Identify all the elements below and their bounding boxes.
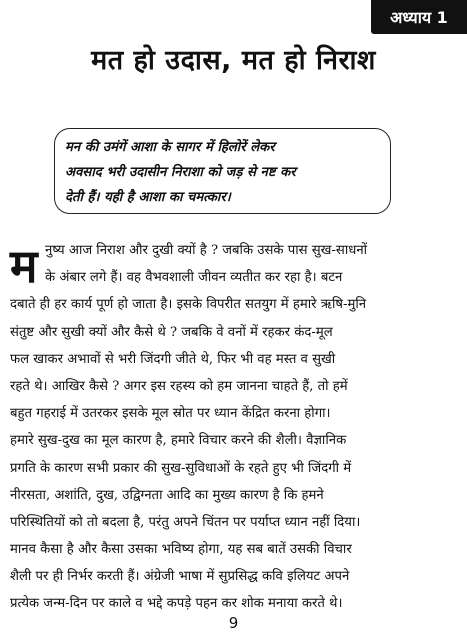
paragraph-line: मानव कैसा है और कैसा उसका भविष्य होगा, यह सब बातें उसकी विचार — [10, 542, 352, 558]
paragraph-line: दबाते ही हर कार्य पूर्ण हो जाता है। इसके विपरीत सतयुग में हमारे ऋषि-मुनि — [10, 297, 367, 313]
paragraph-line: हमारे सुख-दुख का मूल कारण है, हमारे विचार करने की शैली। वैज्ञानिक — [10, 433, 347, 449]
paragraph-line: नुष्य आज निराश और दुखी क्यों है ? जबकि उसके पास सुख-साधनों — [45, 243, 368, 258]
paragraph-line: संतुष्ट और सुखी क्यों और कैसे थे ? जबकि वे वनों में रहकर कंद-मूल — [10, 324, 333, 340]
paragraph-line: नीरसता, अशांति, दुख, उद्विग्नता आदि का मुख्य कारण है कि हमने — [10, 487, 324, 503]
chapter-label: अध्याय 1 — [371, 0, 467, 34]
quote-line: देती हैं। यही है आशा का चमत्कार। — [65, 190, 231, 205]
quote-line: मन की उमंगें आशा के सागर में हिलोरें लेकर — [65, 140, 275, 155]
quote-line: अवसाद भरी उदासीन निराशा को जड़ से नष्ट कर — [65, 165, 296, 180]
body-paragraph — [10, 237, 458, 618]
paragraph-line: बहुत गहराई में उतरकर इसके मूल स्रोत पर ध्यान केंद्रित करना होगा। — [10, 406, 331, 422]
quote-box — [54, 128, 391, 214]
page-number: 9 — [228, 614, 239, 632]
paragraph-line: फल खाकर अभावों से भरी जिंदगी जीते थे, फिर भी वह मस्त व सुखी — [10, 351, 336, 367]
paragraph-line: रहते थे। आखिर कैसे ? अगर इस रहस्य को हम जानना चाहते हैं, तो हमें — [10, 378, 348, 394]
drop-cap: म — [10, 239, 38, 293]
chapter-title: मत हो उदास, मत हो निराश — [91, 45, 376, 76]
paragraph-line: के अंबार लगे हैं। वह वैभवशाली जीवन व्यतीत कर रहा है। बटन — [45, 270, 343, 286]
paragraph-line: प्रत्येक जन्म-दिन पर काले व भद्दे कपड़े पहन कर शोक मनाया करते थे। — [10, 596, 343, 612]
paragraph-line: प्रगति के कारण सभी प्रकार की सुख-सुविधाओं के रहते हुए भी जिंदगी में — [10, 460, 352, 476]
paragraph-line: परिस्थितियों को तो बदला है, परंतु अपने चिंतन पर पर्याप्त ध्यान नहीं दिया। — [10, 514, 361, 530]
paragraph-line: शैली पर ही निर्भर करती हैं। अंग्रेजी भाषा में सुप्रसिद्ध कवि इलियट अपने — [10, 569, 350, 585]
